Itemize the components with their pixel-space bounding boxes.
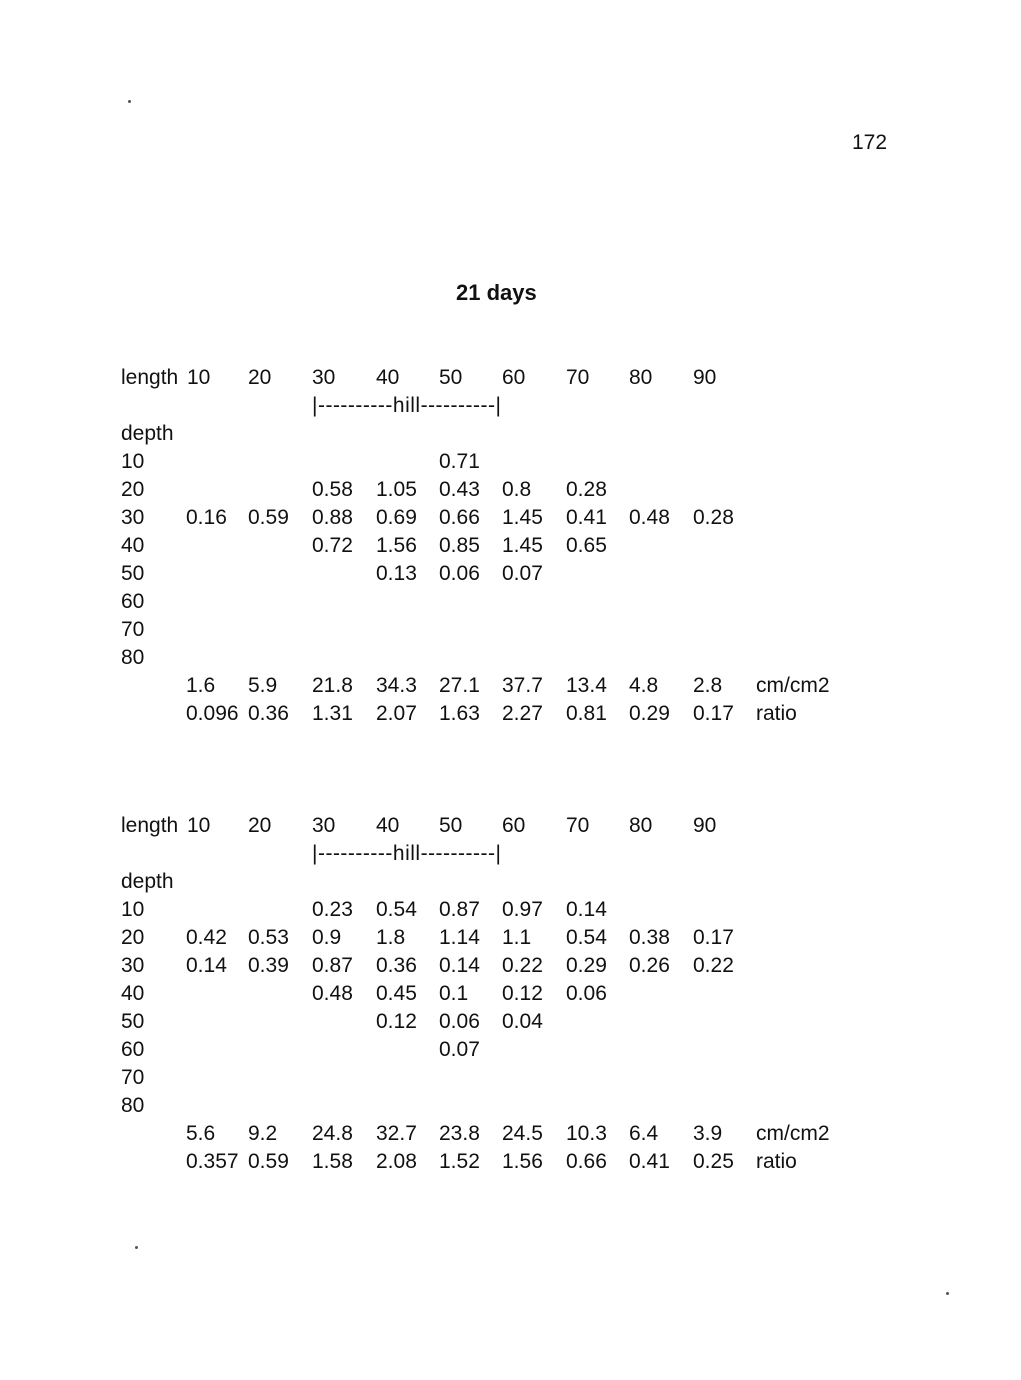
table-cell: 0.36 (376, 954, 417, 977)
total-value: 4.8 (629, 674, 659, 697)
table-cell: 0.14 (566, 898, 607, 921)
table-cell: 1.05 (376, 478, 417, 501)
length-header-value: 70 (566, 366, 590, 389)
ratio-value: 0.41 (629, 1150, 670, 1173)
ratio-value: 0.29 (629, 702, 670, 725)
table-cell: 0.13 (376, 562, 417, 585)
ratio-value: 1.58 (312, 1150, 353, 1173)
depth-value: 30 (121, 506, 145, 529)
table-cell: 0.42 (186, 926, 227, 949)
ratio-value: 1.52 (439, 1150, 480, 1173)
ratio-value: 2.08 (376, 1150, 417, 1173)
table-cell: 0.88 (312, 506, 353, 529)
length-header-value: 80 (629, 814, 653, 837)
depth-value: 40 (121, 982, 145, 1005)
table-cell: 0.14 (186, 954, 227, 977)
table-cell: 1.14 (439, 926, 480, 949)
depth-value: 70 (121, 1066, 145, 1089)
table-cell: 0.28 (693, 506, 734, 529)
depth-value: 50 (121, 1010, 145, 1033)
table-cell: 0.69 (376, 506, 417, 529)
table-cell: 0.12 (502, 982, 543, 1005)
ratio-value: 2.07 (376, 702, 417, 725)
table-cell: 0.66 (439, 506, 480, 529)
table-cell: 0.85 (439, 534, 480, 557)
depth-label: depth (121, 422, 174, 445)
table-cell: 0.9 (312, 926, 342, 949)
length-header-label: length (121, 814, 179, 837)
table-cell: 0.54 (376, 898, 417, 921)
ratio-value: 2.27 (502, 702, 543, 725)
total-value: 23.8 (439, 1122, 480, 1145)
depth-value: 40 (121, 534, 145, 557)
depth-value: 20 (121, 926, 145, 949)
depth-value: 80 (121, 646, 145, 669)
total-value: 32.7 (376, 1122, 417, 1145)
total-value: 1.6 (186, 674, 216, 697)
table-cell: 0.07 (439, 1038, 480, 1061)
table-cell: 0.8 (502, 478, 532, 501)
table-cell: 0.48 (629, 506, 670, 529)
table-cell: 0.54 (566, 926, 607, 949)
ratio-value: 0.17 (693, 702, 734, 725)
length-header-value: 50 (439, 366, 463, 389)
total-value: 2.8 (693, 674, 723, 697)
total-value: 34.3 (376, 674, 417, 697)
page-title: 21 days (456, 280, 537, 305)
table-cell: 0.29 (566, 954, 607, 977)
table-cell: 0.1 (439, 982, 469, 1005)
length-header-value: 30 (312, 366, 336, 389)
length-header-value: 60 (502, 814, 526, 837)
depth-value: 30 (121, 954, 145, 977)
ratio-value: 0.36 (248, 702, 289, 725)
table-cell: 0.87 (439, 898, 480, 921)
table-cell: 0.65 (566, 534, 607, 557)
totals-unit: cm/cm2 (756, 674, 830, 697)
totals-unit: cm/cm2 (756, 1122, 830, 1145)
depth-value: 70 (121, 618, 145, 641)
table-cell: 0.45 (376, 982, 417, 1005)
table-cell: 0.39 (248, 954, 289, 977)
total-value: 9.2 (248, 1122, 278, 1145)
total-value: 24.8 (312, 1122, 353, 1145)
table-cell: 0.06 (439, 1010, 480, 1033)
total-value: 3.9 (693, 1122, 723, 1145)
total-value: 6.4 (629, 1122, 659, 1145)
ratio-value: 1.63 (439, 702, 480, 725)
table-cell: 0.17 (693, 926, 734, 949)
table-cell: 0.14 (439, 954, 480, 977)
depth-value: 10 (121, 450, 145, 473)
length-header-value: 90 (693, 366, 717, 389)
ratio-value: 1.56 (502, 1150, 543, 1173)
total-value: 5.9 (248, 674, 278, 697)
length-header-value: 90 (693, 814, 717, 837)
table-cell: 0.48 (312, 982, 353, 1005)
total-value: 24.5 (502, 1122, 543, 1145)
page-number: 172 (852, 131, 888, 154)
table-cell: 0.53 (248, 926, 289, 949)
length-header-value: 30 (312, 814, 336, 837)
table-cell: 0.58 (312, 478, 353, 501)
table-cell: 1.8 (376, 926, 406, 949)
scan-speck (135, 1246, 138, 1249)
table-cell: 0.71 (439, 450, 480, 473)
length-header-value: 10 (187, 814, 211, 837)
table-cell: 0.23 (312, 898, 353, 921)
table-cell: 0.06 (439, 562, 480, 585)
total-value: 21.8 (312, 674, 353, 697)
ratios-label: ratio (756, 702, 797, 725)
table-cell: 0.22 (693, 954, 734, 977)
table-cell: 0.26 (629, 954, 670, 977)
table-cell: 0.06 (566, 982, 607, 1005)
length-header-value: 10 (187, 366, 211, 389)
length-header-value: 60 (502, 366, 526, 389)
total-value: 27.1 (439, 674, 480, 697)
ratio-value: 0.59 (248, 1150, 289, 1173)
table-cell: 0.87 (312, 954, 353, 977)
table-cell: 0.38 (629, 926, 670, 949)
total-value: 37.7 (502, 674, 543, 697)
table-cell: 0.59 (248, 506, 289, 529)
depth-label: depth (121, 870, 174, 893)
depth-value: 60 (121, 1038, 145, 1061)
ratio-value: 0.096 (186, 702, 239, 725)
length-header-label: length (121, 366, 179, 389)
table-cell: 0.07 (502, 562, 543, 585)
table-cell: 1.1 (502, 926, 532, 949)
depth-value: 60 (121, 590, 145, 613)
length-header-value: 20 (248, 814, 272, 837)
ratio-value: 0.66 (566, 1150, 607, 1173)
ratio-value: 0.357 (186, 1150, 239, 1173)
total-value: 10.3 (566, 1122, 607, 1145)
length-header-value: 80 (629, 366, 653, 389)
length-header-value: 50 (439, 814, 463, 837)
depth-value: 50 (121, 562, 145, 585)
length-header-value: 40 (376, 366, 400, 389)
ratio-value: 1.31 (312, 702, 353, 725)
scan-speck (128, 100, 131, 103)
depth-value: 10 (121, 898, 145, 921)
table-cell: 1.45 (502, 506, 543, 529)
table-cell: 1.45 (502, 534, 543, 557)
depth-value: 20 (121, 478, 145, 501)
hill-marker: |----------hill----------| (312, 842, 502, 865)
table-cell: 0.16 (186, 506, 227, 529)
table-cell: 0.04 (502, 1010, 543, 1033)
table-cell: 0.28 (566, 478, 607, 501)
table-cell: 0.97 (502, 898, 543, 921)
length-header-value: 40 (376, 814, 400, 837)
table-cell: 0.41 (566, 506, 607, 529)
total-value: 13.4 (566, 674, 607, 697)
ratio-value: 0.81 (566, 702, 607, 725)
ratios-label: ratio (756, 1150, 797, 1173)
scan-speck (946, 1292, 949, 1295)
depth-value: 80 (121, 1094, 145, 1117)
hill-marker: |----------hill----------| (312, 394, 502, 417)
table-cell: 0.43 (439, 478, 480, 501)
table-cell: 1.56 (376, 534, 417, 557)
table-cell: 0.12 (376, 1010, 417, 1033)
table-cell: 0.72 (312, 534, 353, 557)
length-header-value: 70 (566, 814, 590, 837)
ratio-value: 0.25 (693, 1150, 734, 1173)
length-header-value: 20 (248, 366, 272, 389)
table-cell: 0.22 (502, 954, 543, 977)
total-value: 5.6 (186, 1122, 216, 1145)
